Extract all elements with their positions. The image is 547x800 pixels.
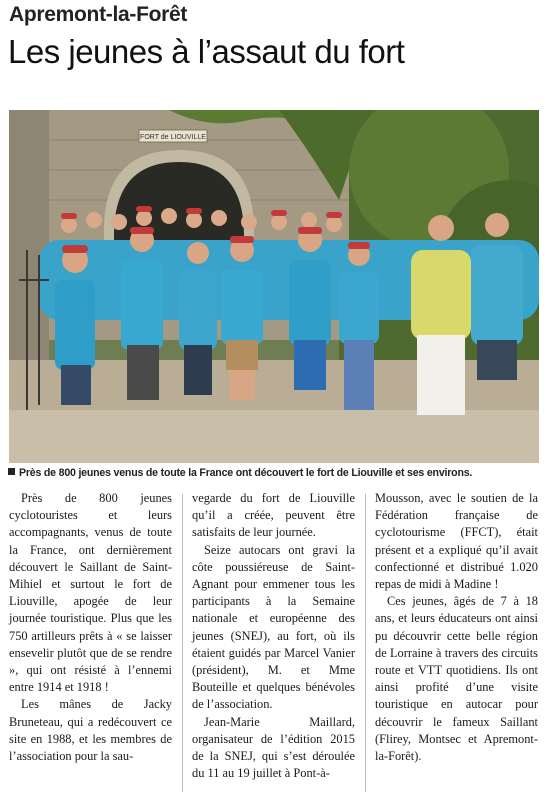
article-column-3 (375, 490, 538, 765)
article-paragraph: Jean-Marie Maillard, organisateur de l’édition 2015 de la SNEJ, qui s’est déroulée du 11 au 19 juillet à Pont-à- (192, 714, 355, 781)
article-column-1 (9, 490, 172, 765)
article-paragraph: Les mânes de Jacky Bruneteau, qui a redécouvert ce site en 1988, et les membres de l’association pour la sau- (9, 697, 172, 764)
article-paragraph: Mousson, avec le soutien de la Fédération française de cyclotourisme (FFCT), était présent et a expliqué qu’il avait confectionné et distribué 1.020 repas de midi à Madine ! (375, 491, 538, 592)
article-headline: Les jeunes à l’assaut du fort (8, 33, 405, 70)
column-divider (365, 494, 366, 792)
article-photo (9, 110, 539, 463)
fort-sign-text: FORT de LIOUVILLE (140, 134, 206, 141)
article-paragraph: Ces jeunes, âgés de 7 à 18 ans, et leurs éducateurs ont ainsi pu découvrir cette belle région de Lorraine à travers des circuits route et VTT quotidiens. Ils ont ainsi profité d’une visite touristique en autocar pour découvrir le fameux Saillant (Flirey, Montsec et Apremont-la-Forêt). (375, 594, 538, 764)
article-body (9, 490, 539, 796)
article-paragraph: vegarde du fort de Liouville qu’il a créée, peuvent être satisfaits de leur journée. (192, 491, 355, 540)
column-divider (182, 494, 183, 792)
article-paragraph: Seize autocars ont gravi la côte poussiéreuse de Saint-Agnant pour emmener tous les participants à la Semaine nationale et européenne des jeunes (SNEJ), au fort, où ils étaient guidés par Marcel Vanier (président), M. et Mme Bouteille et quelques bénévoles de l’association. (192, 542, 355, 712)
photo-caption-text: Près de 800 jeunes venus de toute la France ont découvert le fort de Liouville et ses environs. (19, 467, 473, 479)
article-column-2 (192, 490, 355, 782)
photo-caption (8, 467, 540, 479)
article-paragraph: Près de 800 jeunes cyclotouristes et leurs accompagnants, venus de toute la France, ont dernièrement découvert le Saillant de Saint-Mihiel et surtout le fort de Liouville, apogée de leur journée touristique. Plus que les 750 artilleurs prêts à « se laisser ensevelir plutôt que de se rendre », qui ont résisté à l’ennemi entre 1914 et 1918 ! (9, 491, 172, 695)
article-kicker: Apremont-la-Forêt (9, 3, 188, 26)
caption-bullet-icon (8, 468, 15, 475)
